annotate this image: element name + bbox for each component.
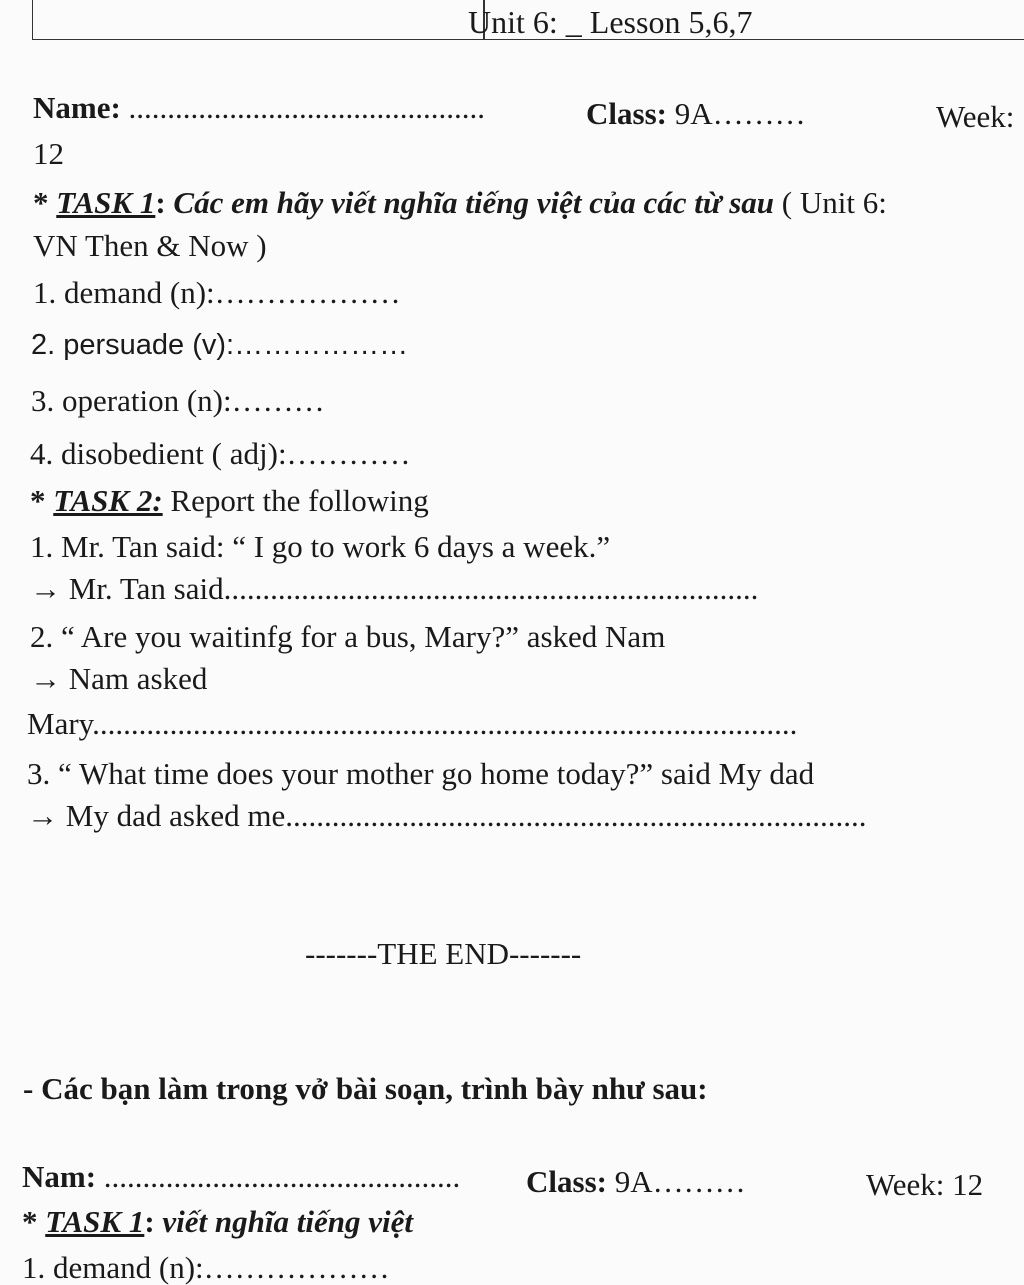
end-marker: -------THE END------- — [305, 936, 582, 971]
lesson-header — [468, 4, 752, 41]
footer-task-heading — [22, 1206, 413, 1237]
footer-class-label: Class: — [526, 1164, 607, 1199]
task2-question: 3. “ What time does your mother go home today?” said My dad — [27, 756, 815, 791]
task1-item: 3. operation (n):……… — [31, 383, 325, 418]
task1-star: * — [33, 185, 57, 220]
footer-task-instruction: viết nghĩa tiếng việt — [162, 1204, 413, 1239]
task1-colon: : — [155, 185, 174, 220]
task1-instruction: Các em hãy viết nghĩa tiếng việt của các từ sau — [173, 185, 775, 220]
task2-label: TASK 2: — [53, 483, 163, 518]
header-separator: _ — [557, 4, 590, 40]
lesson-label: Lesson 5,6,7 — [589, 4, 753, 40]
class-label: Class: — [586, 96, 667, 131]
unit-label: Unit 6: — [468, 4, 558, 40]
task1-context: ( Unit 6: — [774, 185, 887, 220]
task1-item: 2. persuade (v):……………… — [31, 329, 409, 361]
task1-item: 1. demand (n):……………… — [33, 275, 401, 310]
footer-note: - Các bạn làm trong vở bài soạn, trình bày như sau: — [23, 1071, 708, 1106]
class-value: 9A……… — [666, 96, 806, 131]
task2-answer: → My dad asked me........................................................................... — [27, 798, 867, 833]
task2-question: 2. “ Are you waitinfg for a bus, Mary?” asked Nam — [30, 619, 666, 654]
week-value: 12 — [33, 136, 64, 171]
task2-question: 1. Mr. Tan said: “ I go to work 6 days a week.” — [30, 529, 611, 564]
footer-first-item: 1. demand (n):……………… — [22, 1250, 390, 1285]
footer-name-line — [22, 1161, 460, 1192]
footer-task-star: * — [22, 1204, 46, 1239]
class-line — [586, 98, 806, 129]
footer-name-label: Nam: — [22, 1159, 97, 1194]
task2-star: * — [30, 483, 54, 518]
task2-answer: → Mr. Tan said..................................................................... — [30, 571, 759, 606]
task2-heading — [30, 485, 429, 516]
footer-task-label: TASK 1 — [45, 1204, 145, 1239]
name-blank: .............................................. — [120, 90, 486, 125]
task2-answer-cont: Mary........................................................................................... — [27, 706, 798, 741]
task2-instruction: Report the following — [162, 483, 429, 518]
task1-heading — [33, 187, 887, 218]
footer-class-line — [526, 1166, 746, 1197]
footer-name-blank: .............................................. — [96, 1159, 461, 1194]
name-line — [33, 92, 485, 123]
footer-week: Week: 12 — [866, 1167, 984, 1202]
task1-context-rest: VN Then & Now ) — [33, 228, 267, 263]
task1-label: TASK 1 — [56, 185, 156, 220]
footer-class-value: 9A……… — [606, 1164, 746, 1199]
name-label: Name: — [33, 90, 121, 125]
task1-item: 4. disobedient ( adj):………… — [30, 436, 411, 471]
week-label: Week: — [936, 99, 1015, 134]
task2-answer: → Nam asked — [30, 661, 208, 696]
footer-task-colon: : — [144, 1204, 163, 1239]
